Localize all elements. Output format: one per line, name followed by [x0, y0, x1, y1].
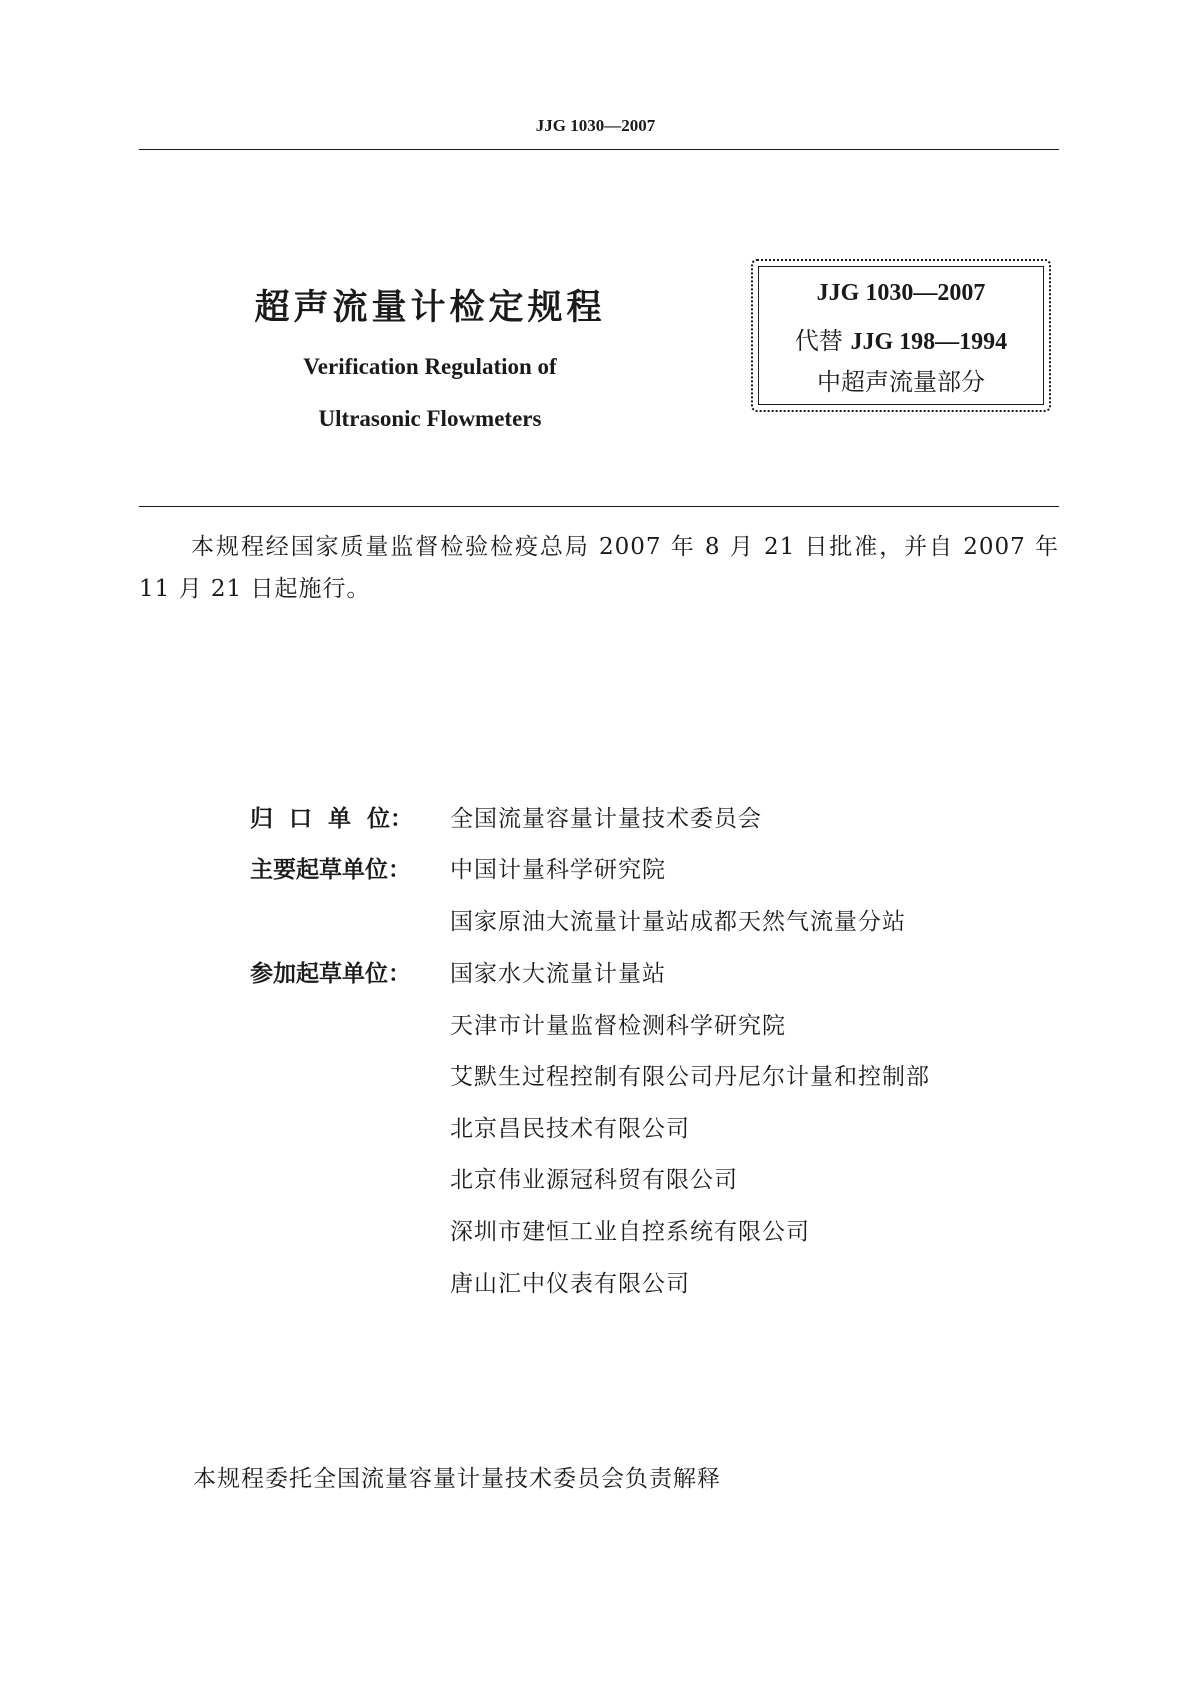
approval-statement: 本规程经国家质量监督检验检疫总局 2007 年 8 月 21 日批准，并自 2007 年 11 月 21 日起施行。 — [139, 534, 1059, 602]
title-english-line2: Ultrasonic Flowmeters — [318, 406, 542, 431]
replaced-standard-code: JJG 198—1994 — [850, 329, 1008, 355]
main-drafting-label: 主要起草单位： — [250, 857, 411, 883]
title-english-line1: Verification Regulation of — [303, 354, 557, 379]
replaced-part: 中超声流量部分 — [817, 368, 985, 396]
responsible-unit-label: 归 口 单 位： — [250, 806, 414, 832]
participating-unit: 北京昌民技术有限公司 — [450, 1116, 690, 1142]
running-header-code: JJG 1030—2007 — [535, 116, 656, 135]
section-rule — [139, 506, 1059, 507]
participating-unit: 深圳市建恒工业自控系统有限公司 — [450, 1219, 810, 1245]
participating-unit: 天津市计量监督检测科学研究院 — [450, 1013, 786, 1039]
standard-code: JJG 1030—2007 — [816, 280, 986, 306]
header-rule — [139, 149, 1059, 150]
replaces-prefix: 代替 — [794, 327, 851, 355]
title-chinese: 超声流量计检定规程 — [254, 288, 606, 328]
responsible-unit: 全国流量容量计量技术委员会 — [450, 806, 762, 832]
participating-unit: 国家水大流量计量站 — [450, 961, 666, 987]
interpretation-note: 本规程委托全国流量容量计量技术委员会负责解释 — [193, 1466, 721, 1492]
participating-unit: 北京伟业源冠科贸有限公司 — [450, 1167, 738, 1193]
participating-unit: 唐山汇中仪表有限公司 — [450, 1271, 690, 1297]
main-drafting-unit: 中国计量科学研究院 — [450, 857, 666, 883]
participating-unit: 艾默生过程控制有限公司丹尼尔计量和控制部 — [450, 1064, 930, 1090]
main-drafting-unit: 国家原油大流量计量站成都天然气流量分站 — [450, 909, 906, 935]
replaces-line — [751, 321, 1051, 356]
participating-drafting-label: 参加起草单位： — [250, 961, 411, 987]
